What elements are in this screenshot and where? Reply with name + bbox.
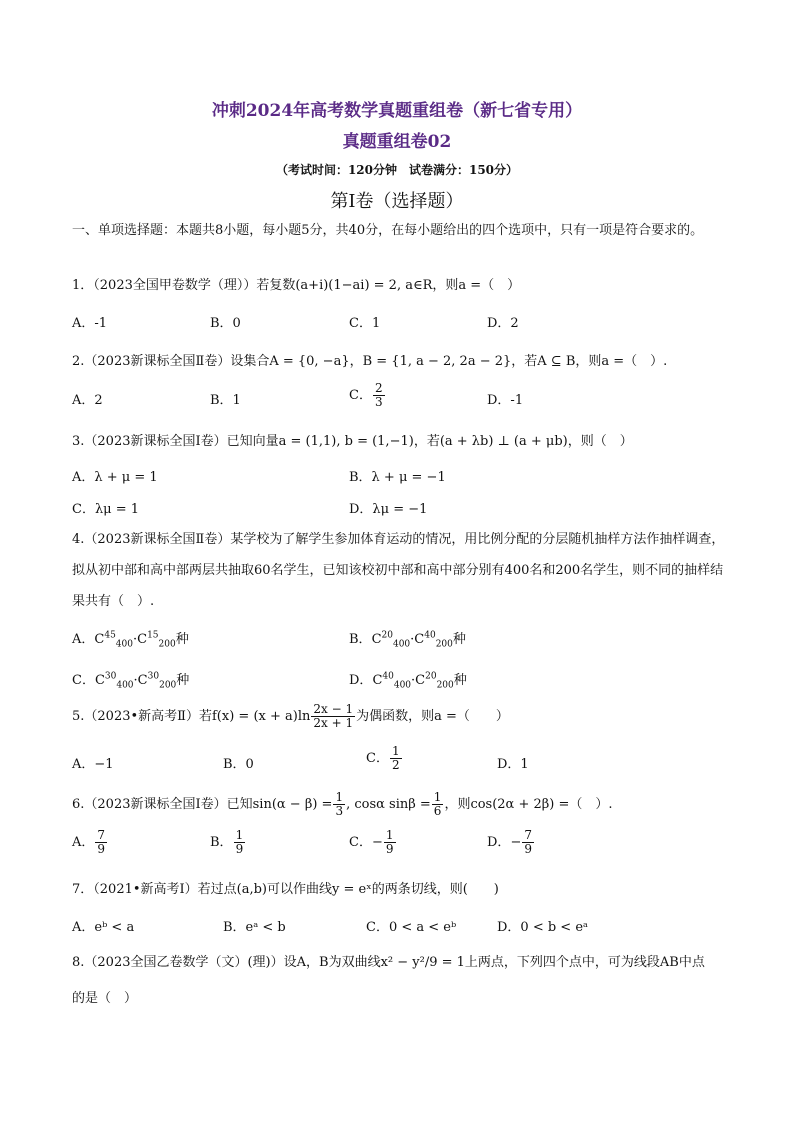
page-title: 冲刺2024年高考数学真题重组卷（新七省专用） (211, 101, 583, 121)
q2-option-d: D．-1 (487, 393, 524, 408)
question-7: 7．（2021•新高考Ⅰ）若过点(a,b)可以作曲线y = eˣ的两条切线，则( ) (72, 882, 499, 897)
q1-option-b: B．0 (210, 316, 241, 331)
q4-option-b: B．$C^{20}_{400}\cdot C^{40}_{200}$种 (349, 630, 466, 650)
q1-source: 1．（2023全国甲卷数学（理））若复数 (72, 278, 296, 293)
q3-option-c: C．λμ = 1 (72, 502, 140, 517)
question-6: 6.（2023新课标全国Ⅰ卷）已知sin(α − β) = $\frac{1}{3}$ , cosα sinβ = $\frac{1}{6}$ ，则cos(2α + 2β) =（ ）. (72, 790, 613, 818)
q4-option-a: A．$C^{45}_{400}\cdot C^{15}_{200}$种 (72, 630, 189, 650)
exam-info: （考试时间：120分钟 试卷满分：150分） (275, 163, 519, 177)
q7-option-b: B．eᵃ < b (223, 920, 286, 935)
q3-tail: ，若(a + λb) ⊥ (a + μb)，则（ ） (413, 434, 633, 449)
q2-option-a: A．2 (72, 393, 103, 408)
q4-option-c: C．$C^{30}_{400}\cdot C^{30}_{200}$种 (72, 671, 190, 691)
q3-source: 3.（2023新课标全国Ⅰ卷）已知向量 (72, 434, 279, 449)
q1-option-d: D．2 (487, 316, 519, 331)
q2-tail: ，若A ⊆ B，则a =（ ）. (511, 354, 668, 369)
q1-tail: ，则a =（ ） (432, 278, 521, 293)
question-5: 5.（2023•新高考Ⅱ）若f(x) = (x + a)ln $\frac{2x - 1}{2x + 1}$ 为偶函数，则a =（ ） (72, 702, 509, 730)
question-8: 8.（2023全国乙卷数学（文）(理)）设A，B为双曲线x² − y²/9 = 1上两点，下列四个点中，可为线段AB中点 (72, 955, 705, 970)
question-8-continued: 的是（ ） (72, 991, 138, 1006)
q5-option-d: D．1 (497, 757, 529, 772)
q2-option-c-fraction: $\frac{2}{3}$ (374, 381, 383, 409)
q6-option-c: C．− $\frac{1}{9}$ (349, 828, 394, 856)
q2-option-c: C． $\frac{2}{3}$ (349, 381, 383, 409)
q5-option-c: C． $\frac{1}{2}$ (366, 744, 400, 772)
section-title: 第Ⅰ卷（选择题） (330, 191, 464, 212)
q2-option-b: B．1 (210, 393, 241, 408)
q3-option-b: B．λ + μ = −1 (349, 470, 446, 485)
q1-option-a: A．-1 (72, 316, 108, 331)
q2-source: 2.（2023新课标全国Ⅱ卷）设集合 (72, 354, 270, 369)
q2-expression: A = {0, −a}，B = {1, a − 2, 2a − 2} (269, 354, 512, 369)
q7-option-c: C．0 < a < eᵇ (366, 920, 457, 935)
q3-expression: a = (1,1), b = (1,−1) (278, 434, 414, 449)
q8-expression: x² − y²/9 = 1 (380, 955, 465, 970)
q6-option-d: D．− $\frac{7}{9}$ (487, 828, 532, 856)
question-4: 4.（2023新课标全国Ⅱ卷）某学校为了解学生参加体育运动的情况，用比例分配的分层随机抽样方法作抽样调查，拟从初中部和高中部两层共抽取60名学生，已知该校初中部和高中部分别有400名和200名学生，则不同的抽样结果共有（ ）. (72, 532, 725, 609)
page-subtitle: 真题重组卷02 (342, 132, 452, 152)
q6-option-a: A． $\frac{7}{9}$ (72, 828, 106, 856)
q5-option-a: A．−1 (72, 757, 114, 772)
q5-fraction: $\frac{2x - 1}{2x + 1}$ (313, 702, 354, 730)
instructions: 一、单项选择题：本题共8小题，每小题5分，共40分，在每小题给出的四个选项中，只有一项是符合要求的。 (72, 223, 704, 238)
q1-expression: (a+i)(1−ai) = 2, a∈R (295, 278, 433, 293)
q3-option-d: D．λμ = −1 (349, 502, 428, 517)
q5-option-b: B．0 (223, 757, 254, 772)
question-3 (72, 430, 727, 449)
q1-option-c: C．1 (349, 316, 381, 331)
q4-option-d: D．$C^{40}_{400}\cdot C^{20}_{200}$种 (349, 671, 467, 691)
question-2 (72, 350, 727, 369)
q6-option-b: B． $\frac{1}{9}$ (210, 828, 244, 856)
q7-option-a: A．eᵇ < a (72, 920, 135, 935)
question-1 (72, 274, 727, 293)
q7-option-d: D．0 < b < eᵃ (497, 920, 589, 935)
q3-option-a: A．λ + μ = 1 (72, 470, 158, 485)
